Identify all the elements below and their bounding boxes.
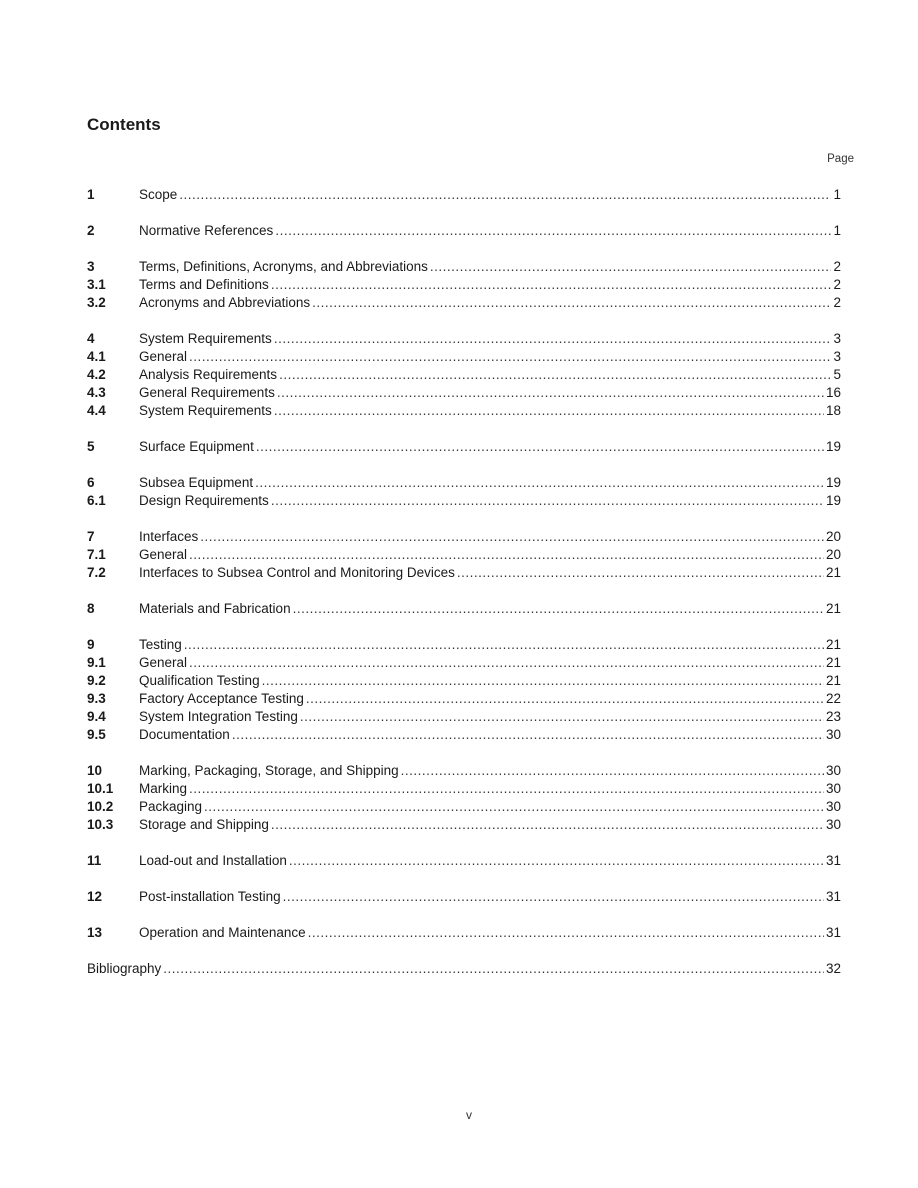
toc-entry-title: Marking, Packaging, Storage, and Shipping	[139, 763, 399, 778]
toc-entry-title: Terms, Definitions, Acronyms, and Abbreviations	[139, 259, 428, 274]
toc-entry-page: 21	[825, 637, 841, 652]
toc-group	[87, 528, 841, 582]
toc-group	[87, 186, 841, 204]
contents-heading: Contents	[87, 115, 161, 134]
toc-group	[87, 438, 841, 456]
toc-entry[interactable]	[87, 690, 841, 708]
toc-dot-leader	[277, 384, 824, 402]
toc-dot-leader	[163, 960, 824, 978]
toc-dot-leader	[283, 888, 824, 906]
toc-entry-title: Packaging	[139, 799, 203, 814]
toc-entry[interactable]	[87, 384, 841, 402]
toc-entry-number: 9.4	[87, 709, 106, 724]
toc-dot-leader	[184, 636, 824, 654]
toc-entry[interactable]	[87, 816, 841, 834]
toc-entry-page: 3	[833, 349, 841, 364]
toc-dot-leader	[308, 924, 824, 942]
toc-entry-title: Load-out and Installation	[139, 853, 287, 868]
toc-entry-number: 7.2	[87, 565, 106, 580]
toc-entry-title: Operation and Maintenance	[139, 925, 306, 940]
toc-entry-page: 21	[825, 673, 841, 688]
toc-entry-title: Interfaces	[139, 529, 199, 544]
toc-entry-number: 10.2	[87, 799, 114, 814]
toc-entry-number: 9.1	[87, 655, 106, 670]
toc-entry-number: 5	[87, 439, 95, 454]
toc-entry-page: 32	[825, 961, 841, 976]
toc-dot-leader	[293, 600, 824, 618]
toc-entry-number: 2	[87, 223, 95, 238]
toc-entry[interactable]	[87, 330, 841, 348]
toc-entry[interactable]	[87, 636, 841, 654]
toc-entry-number: 1	[87, 187, 95, 202]
toc-entry-title: Factory Acceptance Testing	[139, 691, 304, 706]
table-of-contents	[87, 186, 841, 996]
toc-entry-page: 30	[825, 763, 841, 778]
toc-entry[interactable]	[87, 672, 841, 690]
toc-dot-leader	[255, 474, 824, 492]
toc-entry[interactable]	[87, 222, 841, 240]
toc-entry-page: 20	[825, 529, 841, 544]
toc-entry[interactable]	[87, 852, 841, 870]
toc-dot-leader	[189, 780, 824, 798]
toc-entry[interactable]	[87, 654, 841, 672]
toc-group	[87, 474, 841, 510]
toc-entry-page: 1	[833, 223, 841, 238]
footer-page-number: v	[466, 1108, 472, 1122]
toc-entry-title: Subsea Equipment	[139, 475, 254, 490]
toc-entry-number: 12	[87, 889, 103, 904]
toc-dot-leader	[256, 438, 824, 456]
toc-dot-leader	[274, 330, 832, 348]
toc-entry-page: 2	[833, 259, 841, 274]
toc-entry-page: 2	[833, 277, 841, 292]
toc-entry-number: 11	[87, 853, 102, 868]
toc-entry-page: 21	[825, 655, 841, 670]
toc-entry-number: 9	[87, 637, 95, 652]
toc-entry-page: 30	[825, 781, 841, 796]
toc-entry-title: Normative References	[139, 223, 274, 238]
toc-entry-number: 10.1	[87, 781, 114, 796]
page-column-label: Page	[827, 153, 854, 165]
toc-group	[87, 636, 841, 744]
toc-entry-page: 18	[825, 403, 841, 418]
toc-entry-page: 31	[825, 853, 841, 868]
toc-entry-number: 13	[87, 925, 103, 940]
toc-entry[interactable]	[87, 294, 841, 312]
toc-dot-leader	[189, 348, 831, 366]
toc-entry-page: 19	[825, 475, 841, 490]
toc-entry[interactable]	[87, 186, 841, 204]
toc-entry-page: 30	[825, 727, 841, 742]
toc-entry[interactable]	[87, 564, 841, 582]
toc-dot-leader	[289, 852, 824, 870]
toc-entry-title: System Requirements	[139, 331, 272, 346]
toc-entry-page: 3	[833, 331, 841, 346]
toc-dot-leader	[274, 402, 824, 420]
toc-entry[interactable]	[87, 258, 841, 276]
toc-entry-title: Qualification Testing	[139, 673, 260, 688]
toc-entry-number: 4.1	[87, 349, 106, 364]
toc-entry[interactable]	[87, 366, 841, 384]
toc-entry-page: 20	[825, 547, 841, 562]
toc-entry[interactable]	[87, 798, 841, 816]
toc-entry-number: 7	[87, 529, 95, 544]
toc-entry-title: General Requirements	[139, 385, 275, 400]
toc-dot-leader	[312, 294, 831, 312]
toc-dot-leader	[189, 546, 824, 564]
toc-entry[interactable]	[87, 924, 841, 942]
toc-entry-title: System Requirements	[139, 403, 272, 418]
toc-entry-number: 3.1	[87, 277, 106, 292]
toc-entry[interactable]	[87, 600, 841, 618]
toc-entry-title: Interfaces to Subsea Control and Monitoring Devices	[139, 565, 455, 580]
toc-entry-title: Documentation	[139, 727, 230, 742]
toc-dot-leader	[275, 222, 831, 240]
toc-entry[interactable]	[87, 888, 841, 906]
toc-entry-title: Design Requirements	[139, 493, 269, 508]
toc-entry-title: Acronyms and Abbreviations	[139, 295, 311, 310]
toc-entry-title: Bibliography	[87, 961, 162, 976]
toc-dot-leader	[306, 690, 824, 708]
toc-dot-leader	[204, 798, 824, 816]
toc-entry-number: 10	[87, 763, 103, 778]
toc-entry-number: 9.5	[87, 727, 106, 742]
toc-group	[87, 222, 841, 240]
toc-entry-title: Surface Equipment	[139, 439, 254, 454]
toc-entry[interactable]	[87, 708, 841, 726]
toc-entry-bibliography[interactable]	[87, 960, 841, 978]
toc-dot-leader	[271, 276, 832, 294]
toc-dot-leader	[300, 708, 824, 726]
toc-entry-number: 9.3	[87, 691, 106, 706]
toc-entry[interactable]	[87, 762, 841, 780]
toc-entry-title: Analysis Requirements	[139, 367, 278, 382]
toc-group	[87, 852, 841, 870]
toc-entry-page: 21	[825, 565, 841, 580]
toc-dot-leader	[457, 564, 824, 582]
toc-entry-title: General	[139, 547, 188, 562]
toc-group-bibliography	[87, 960, 841, 978]
toc-entry-number: 4	[87, 331, 95, 346]
toc-entry-title: Materials and Fabrication	[139, 601, 291, 616]
toc-entry[interactable]	[87, 492, 841, 510]
toc-entry-title: Post-installation Testing	[139, 889, 281, 904]
toc-dot-leader	[271, 492, 824, 510]
toc-group	[87, 600, 841, 618]
toc-entry-page: 30	[825, 799, 841, 814]
toc-entry[interactable]	[87, 780, 841, 798]
toc-entry-page: 31	[825, 925, 841, 940]
toc-group	[87, 330, 841, 420]
toc-entry-title: General	[139, 349, 188, 364]
toc-entry[interactable]	[87, 474, 841, 492]
toc-dot-leader	[189, 654, 824, 672]
toc-entry[interactable]	[87, 528, 841, 546]
toc-dot-leader	[271, 816, 824, 834]
toc-dot-leader	[179, 186, 831, 204]
toc-entry[interactable]	[87, 546, 841, 564]
toc-entry-number: 6.1	[87, 493, 106, 508]
toc-group	[87, 924, 841, 942]
toc-entry-number: 3	[87, 259, 95, 274]
toc-entry-title: Terms and Definitions	[139, 277, 269, 292]
toc-entry-title: Testing	[139, 637, 182, 652]
toc-dot-leader	[401, 762, 824, 780]
toc-dot-leader	[279, 366, 831, 384]
toc-group	[87, 888, 841, 906]
toc-entry-page: 31	[825, 889, 841, 904]
toc-dot-leader	[262, 672, 824, 690]
toc-group	[87, 762, 841, 834]
toc-dot-leader	[232, 726, 824, 744]
toc-entry-title: Marking	[139, 781, 188, 796]
toc-entry-page: 21	[825, 601, 841, 616]
toc-entry-title: Scope	[139, 187, 178, 202]
toc-entry[interactable]	[87, 276, 841, 294]
toc-entry-number: 6	[87, 475, 95, 490]
toc-entry-page: 19	[825, 439, 841, 454]
toc-entry-number: 4.2	[87, 367, 106, 382]
toc-entry-number: 4.3	[87, 385, 106, 400]
toc-dot-leader	[430, 258, 832, 276]
toc-entry-number: 10.3	[87, 817, 114, 832]
toc-entry-title: Storage and Shipping	[139, 817, 269, 832]
toc-entry-title: System Integration Testing	[139, 709, 298, 724]
toc-entry[interactable]	[87, 438, 841, 456]
toc-entry-page: 23	[825, 709, 841, 724]
toc-entry-number: 7.1	[87, 547, 106, 562]
toc-entry[interactable]	[87, 402, 841, 420]
toc-entry[interactable]	[87, 726, 841, 744]
toc-entry-page: 30	[825, 817, 841, 832]
toc-entry-page: 2	[833, 295, 841, 310]
toc-entry-page: 16	[825, 385, 841, 400]
toc-entry-page: 22	[825, 691, 841, 706]
toc-entry-title: General	[139, 655, 188, 670]
toc-entry-number: 8	[87, 601, 95, 616]
toc-entry-page: 5	[833, 367, 841, 382]
toc-entry[interactable]	[87, 348, 841, 366]
toc-entry-page: 1	[833, 187, 841, 202]
toc-entry-number: 3.2	[87, 295, 106, 310]
toc-entry-number: 4.4	[87, 403, 106, 418]
toc-entry-page: 19	[825, 493, 841, 508]
toc-entry-number: 9.2	[87, 673, 106, 688]
toc-dot-leader	[200, 528, 824, 546]
toc-group	[87, 258, 841, 312]
